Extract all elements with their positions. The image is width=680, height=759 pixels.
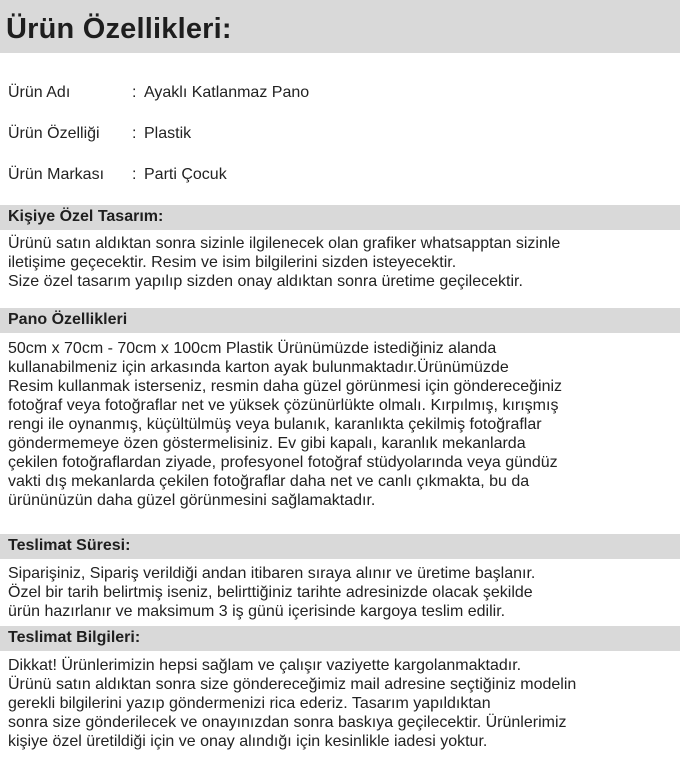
section-header-delivery-time: [0, 534, 680, 559]
text-line: Özel bir tarih belirtmiş iseniz, belirttiğiniz tarihte adresinizde olacak şekilde: [8, 584, 533, 601]
text-line: çekilen fotoğraflardan ziyade, profesyonel fotoğraf stüdyolarında veya gündüz: [8, 454, 558, 471]
text-line: kullanabilmeniz için arkasında karton ayak bulunmaktadır.Ürünümüzde: [8, 359, 509, 376]
section-title: Teslimat Bilgileri:: [8, 629, 141, 646]
spec-value: Ayaklı Katlanmaz Pano: [144, 84, 310, 101]
section-title: Pano Özellikleri: [8, 311, 128, 328]
text-line: fotoğraf veya fotoğraflar net ve yüksek çözünürlükte olmalı. Kırpılmış, kırışmış: [8, 397, 559, 414]
text-line: 50cm x 70cm - 70cm x 100cm Plastik Ürünümüzde istediğiniz alanda: [8, 340, 497, 357]
spec-value: Parti Çocuk: [144, 166, 227, 183]
text-line: sonra size gönderilecek ve onayınızdan sonra baskıya geçilecektir. Ürünlerimiz: [8, 714, 567, 731]
section-title: Kişiye Özel Tasarım:: [8, 208, 164, 225]
spec-colon: :: [132, 125, 137, 142]
section-header-board-features: [0, 308, 680, 333]
text-line: göndermemeye özen göstermelisiniz. Ev gibi kapalı, karanlık mekanlarda: [8, 435, 526, 452]
section-body-delivery-info: [8, 656, 676, 751]
text-line: iletişime geçecektir. Resim ve isim bilgilerini sizden isteyecektir.: [8, 254, 457, 271]
main-header: [0, 0, 680, 53]
section-header-custom-design: [0, 205, 680, 230]
text-line: ürün hazırlanır ve maksimum 3 iş günü içerisinde kargoya teslim edilir.: [8, 603, 506, 620]
text-line: Ürünü satın aldıktan sonra size göndereceğimiz mail adresine seçtiğiniz modelin: [8, 676, 577, 693]
text-line: Dikkat! Ürünlerimizin hepsi sağlam ve çalışır vaziyette kargolanmaktadır.: [8, 657, 522, 674]
text-line: Resim kullanmak isterseniz, resmin daha güzel görünmesi için göndereceğiniz: [8, 378, 563, 395]
spec-colon: :: [132, 166, 137, 183]
section-body-board-features: [8, 339, 676, 510]
text-line: ürününüzün daha güzel görünmesini sağlamaktadır.: [8, 492, 376, 509]
text-line: vakti dış mekanlarda çekilen fotoğraflar daha net ve canlı çıkmakta, bu da: [8, 473, 530, 490]
spec-colon: :: [132, 84, 137, 101]
text-line: Ürünü satın aldıktan sonra sizinle ilgilenecek olan grafiker whatsapptan sizinle: [8, 235, 561, 252]
section-header-delivery-info: [0, 626, 680, 651]
text-line: Size özel tasarım yapılıp sizden onay aldıktan sonra üretime geçilecektir.: [8, 273, 523, 290]
section-title: Teslimat Süresi:: [8, 537, 131, 554]
text-line: gerekli bilgilerini yazıp göndermenizi rica ederiz. Tasarım yapıldıktan: [8, 695, 491, 712]
spec-label: Ürün Adı: [8, 84, 71, 101]
text-line: kişiye özel üretildiği için ve onay alındığı için kesinlikle iadesi yoktur.: [8, 733, 488, 750]
spec-value: Plastik: [144, 125, 192, 142]
page-title: Ürün Özellikleri:: [6, 13, 232, 45]
text-line: rengi ile oynanmış, küçültülmüş veya bulanık, karanlıkta çekilmiş fotoğraflar: [8, 416, 542, 433]
text-line: Siparişiniz, Sipariş verildiği andan itibaren sıraya alınır ve üretime başlanır.: [8, 565, 536, 582]
spec-label: Ürün Markası: [8, 166, 105, 183]
spec-label: Ürün Özelliği: [8, 125, 100, 142]
section-body-custom-design: [8, 234, 676, 291]
section-body-delivery-time: [8, 564, 676, 621]
